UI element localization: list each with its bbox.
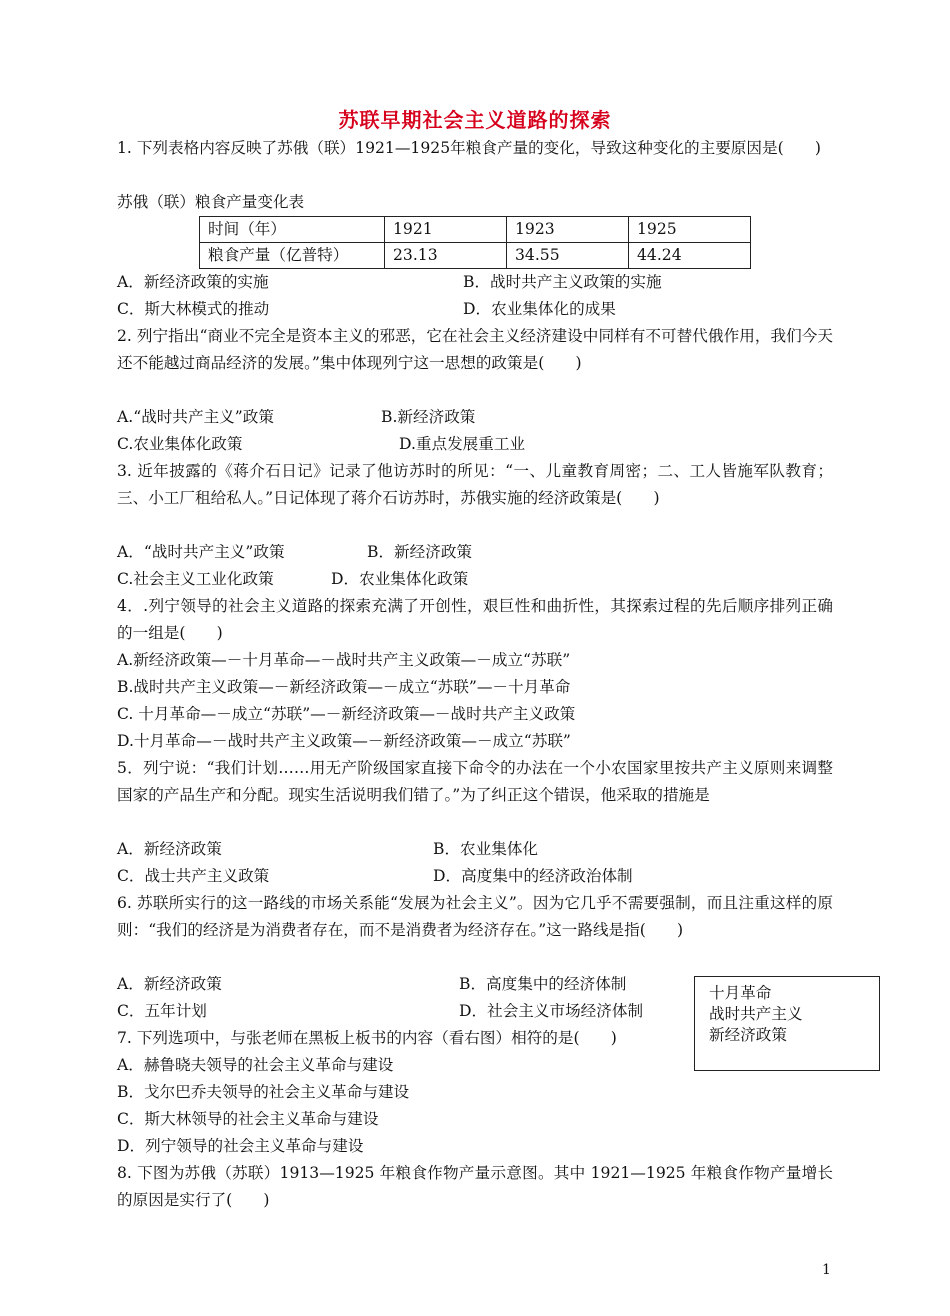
option-b: B.新经济政策 [381,408,476,426]
option-a: A．新经济政策的实施 [117,273,269,291]
table-cell: 34.55 [507,243,629,269]
table-cell: 23.13 [385,243,507,269]
question-1-table-caption: 苏俄（联）粮食产量变化表 [117,193,305,211]
option-b: B．高度集中的经济体制 [459,975,627,993]
question-1-stem: 1. 下列表格内容反映了苏俄（联）1921—1925年粮食产量的变化，导致这种变化的主要原因是( ) [117,139,821,157]
option-c: C.社会主义工业化政策 [117,570,274,588]
question-6-stem: 6. 苏联所实行的这一路线的市场关系能“发展为社会主义”。因为它几乎不需要强制，而且注重这样的原则：“我们的经济是为消费者存在，而不是消费者为经济存在。”这一路线是指( ) [117,894,833,939]
option-a: A.“战时共产主义”政策 [117,408,274,426]
table-cell: 粮食产量（亿普特） [200,243,385,269]
option-b: B.战时共产主义政策—－新经济政策—－成立“苏联”—－十月革命 [117,678,571,696]
question-4-stem: 4．.列宁领导的社会主义道路的探索充满了开创性，艰巨性和曲折性，其探索过程的先后顺序排列正确的一组是( ) [117,597,833,642]
question-3-options-row-2 [117,566,833,593]
grain-output-table [199,216,751,269]
option-c: C．斯大林模式的推动 [117,300,270,318]
option-d: D．社会主义市场经济体制 [459,1002,644,1020]
option-d: D.重点发展重工业 [399,435,526,453]
option-d: D．列宁领导的社会主义革命与建设 [117,1137,364,1155]
page-number: 1 [822,1262,831,1278]
table-cell: 1925 [629,217,751,243]
question-7-stem: 7. 下列选项中，与张老师在黑板上板书的内容（看右图）相符的是( ) [117,1029,617,1047]
board-line: 战时共产主义 [709,1005,803,1023]
option-d: D．高度集中的经济政治体制 [433,867,633,885]
question-1-options-row-2 [117,296,833,323]
option-a: A.新经济政策—－十月革命—－战时共产主义政策—－成立“苏联” [117,651,571,669]
question-1-options-row-1 [117,269,833,296]
option-d: D.十月革命—－战时共产主义政策—－新经济政策—－成立“苏联” [117,732,571,750]
table-cell: 1921 [385,217,507,243]
option-b: B．战时共产主义政策的实施 [463,273,662,291]
option-d: D．农业集体化政策 [331,570,469,588]
option-b: B．新经济政策 [367,543,473,561]
board-line: 新经济政策 [709,1026,787,1044]
option-b: B．农业集体化 [433,840,539,858]
option-d: D．农业集体化的成果 [463,300,616,318]
table-row [200,243,751,269]
table-header-row [200,217,751,243]
table-cell: 时间（年） [200,217,385,243]
option-c: C．斯大林领导的社会主义革命与建设 [117,1110,379,1128]
question-2-options-row-1 [117,404,833,431]
question-8-stem: 8. 下图为苏俄（苏联）1913—1925 年粮食作物产量示意图。其中 1921—1925 年粮食作物产量增长的原因是实行了( ) [117,1164,833,1209]
blackboard-notes-box [694,976,880,1071]
question-2-options-row-2 [117,431,833,458]
option-a: A．新经济政策 [117,975,222,993]
option-c: C. 十月革命—－成立“苏联”—－新经济政策—－战时共产主义政策 [117,705,576,723]
option-c: C.农业集体化政策 [117,435,243,453]
option-c: C．战士共产主义政策 [117,867,270,885]
option-a: A．“战时共产主义”政策 [117,543,285,561]
question-5-options-row-1 [117,836,833,863]
table-cell: 44.24 [629,243,751,269]
question-5-options-row-2 [117,863,833,890]
option-b: B．戈尔巴乔夫领导的社会主义革命与建设 [117,1083,410,1101]
question-5-stem: 5．列宁说：“我们计划……用无产阶级国家直接下命令的办法在一个小农国家里按共产主义原则来调整国家的产品生产和分配。现实生活说明我们错了。”为了纠正这个错误，他采取的措施是 [117,759,833,804]
option-a: A．新经济政策 [117,840,222,858]
option-c: C．五年计划 [117,1002,207,1020]
page-title: 苏联早期社会主义道路的探索 [338,108,612,132]
question-3-options-row-1 [117,539,833,566]
board-line: 十月革命 [709,984,772,1002]
option-a: A．赫鲁晓夫领导的社会主义革命与建设 [117,1056,394,1074]
question-2-stem: 2. 列宁指出“商业不完全是资本主义的邪恶，它在社会主义经济建设中同样有不可替代俄作用，我们今天还不能越过商品经济的发展。”集中体现列宁这一思想的政策是( ) [117,327,833,372]
question-3-stem: 3. 近年披露的《蒋介石日记》记录了他访苏时的所见：“一、儿童教育周密；二、工人皆施军队教育；三、小工厂租给私人。”日记体现了蒋介石访苏时，苏俄实施的经济政策是( ) [117,462,833,507]
table-cell: 1923 [507,217,629,243]
